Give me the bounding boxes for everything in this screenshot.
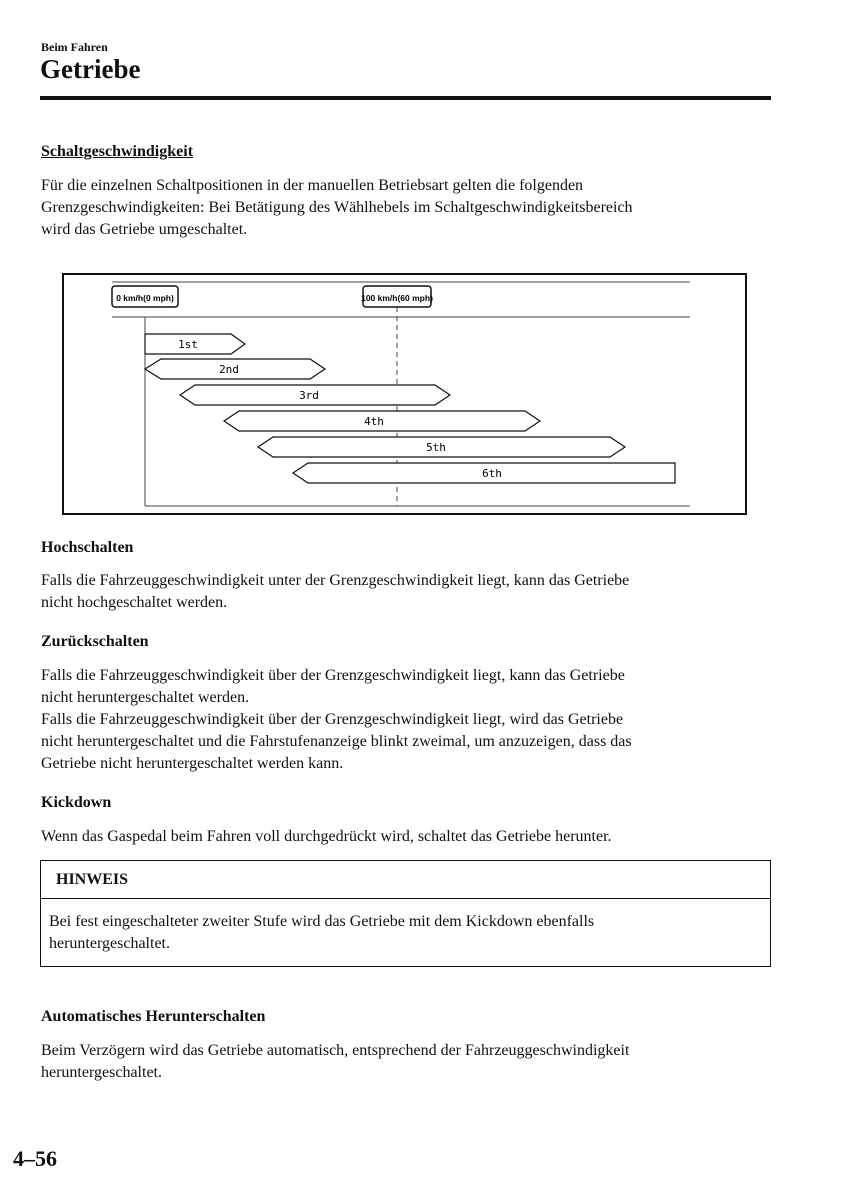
- note-text: [49, 911, 759, 955]
- title-rule: [40, 96, 771, 100]
- gear-label: 6th: [482, 467, 502, 480]
- text-line: Falls die Fahrzeuggeschwindigkeit über der Grenzgeschwindigkeit liegt, wird das Getriebe: [41, 711, 624, 728]
- text-line: nicht heruntergeschaltet und die Fahrstufenanzeige blinkt zweimal, um anzuzeigen, dass das: [41, 733, 632, 750]
- page-title: Getriebe: [40, 54, 141, 84]
- text-line: Wenn das Gaspedal beim Fahren voll durchgedrückt wird, schaltet das Getriebe herunter.: [41, 828, 612, 845]
- kickdown-heading: Kickdown: [41, 794, 112, 811]
- shift-speed-text: [41, 175, 776, 241]
- text-line: Für die einzelnen Schaltpositionen in der manuellen Betriebsart gelten die folgenden: [41, 177, 584, 194]
- kickdown-text: [41, 826, 776, 848]
- text-line: Falls die Fahrzeuggeschwindigkeit über der Grenzgeschwindigkeit liegt, kann das Getriebe: [41, 667, 625, 684]
- mid-speed-label: [361, 286, 433, 307]
- mid-speed-text: 100 km/h(60 mph): [361, 293, 433, 303]
- text-line: nicht hochgeschaltet werden.: [41, 594, 228, 611]
- upshift-heading: Hochschalten: [41, 539, 134, 556]
- gear-bar-2nd: [145, 359, 325, 379]
- gear-label: 5th: [426, 441, 446, 454]
- gear-bar-5th: [258, 437, 625, 457]
- auto-downshift-heading: Automatisches Herunterschalten: [41, 1008, 266, 1025]
- gear-label: 2nd: [219, 363, 239, 376]
- shift-diagram-svg: [64, 275, 745, 513]
- gear-bar-6th: [293, 463, 675, 483]
- note-heading: HINWEIS: [41, 861, 770, 899]
- text-line: heruntergeschaltet.: [41, 1064, 162, 1081]
- gear-label: 3rd: [299, 389, 319, 402]
- shift-speed-heading: Schaltgeschwindigkeit: [41, 143, 194, 160]
- text-line: Getriebe nicht heruntergeschaltet werden kann.: [41, 755, 344, 772]
- text-line: Beim Verzögern wird das Getriebe automatisch, entsprechend der Fahrzeuggeschwindigkeit: [41, 1042, 630, 1059]
- gear-bar-1st: [145, 334, 245, 354]
- text-line: Falls die Fahrzeuggeschwindigkeit unter der Grenzgeschwindigkeit liegt, kann das Getriebe: [41, 572, 630, 589]
- gear-label: 1st: [178, 338, 198, 351]
- auto-downshift-text: [41, 1040, 776, 1084]
- gear-bar-3rd: [180, 385, 450, 405]
- text-line: nicht heruntergeschaltet werden.: [41, 689, 250, 706]
- upshift-text: [41, 570, 776, 614]
- page-number: 4–56: [13, 1146, 57, 1171]
- downshift-heading: Zurückschalten: [41, 633, 149, 650]
- text-line: heruntergeschaltet.: [49, 935, 170, 952]
- shift-speed-diagram: [62, 273, 747, 515]
- start-speed-label: [112, 286, 178, 307]
- gear-bar-4th: [224, 411, 540, 431]
- start-speed-text: 0 km/h(0 mph): [116, 293, 174, 303]
- text-line: Bei fest eingeschalteter zweiter Stufe wird das Getriebe mit dem Kickdown ebenfalls: [49, 913, 595, 930]
- note-box: [40, 860, 771, 967]
- text-line: Grenzgeschwindigkeiten: Bei Betätigung des Wählhebels im Schaltgeschwindigkeitsbereich: [41, 199, 633, 216]
- text-line: wird das Getriebe umgeschaltet.: [41, 221, 248, 238]
- downshift-text: [41, 665, 776, 775]
- gear-label: 4th: [364, 415, 384, 428]
- section-label: Beim Fahren: [41, 40, 108, 54]
